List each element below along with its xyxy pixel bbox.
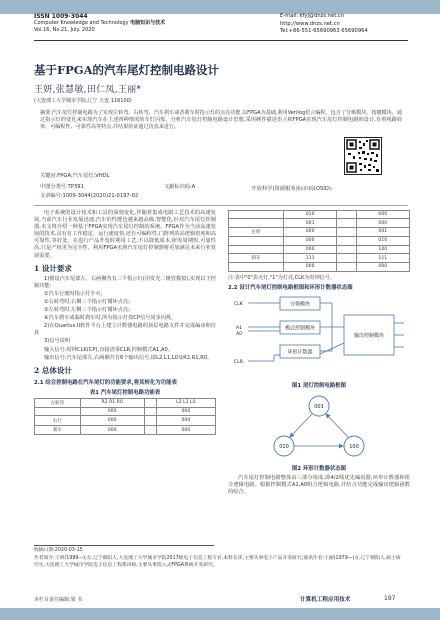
qr-code-graphic [345, 138, 381, 174]
journal-info [34, 13, 165, 34]
table-row [35, 408, 216, 416]
authors: 王妍,张慧敏,田仁凤,王丽* [34, 85, 142, 95]
author-bio: 作者简介:王妍(1999—),女,辽宁朝阳人,大连理工大学城市学院2017级电子信息工程专业,本科在读,主要从事电子产品开发研究;通讯作者:王丽(1979—)女,辽宁朝阳人,硕士研究生,大连理工大学城市学院电子信息工程系讲师,主要从事嵌入式FPGA系统开发研究。 [34, 556, 401, 568]
header-rule [34, 40, 408, 41]
website: http://www.dnzs.net.cn [280, 20, 340, 27]
journal-en: Computer Knowledge and Technology [34, 20, 129, 26]
table-row [229, 219, 410, 227]
table-row [229, 253, 410, 262]
table-cell: 111 [283, 253, 336, 262]
journal-cn: 电脑知识与技术 [130, 20, 166, 26]
table-header-cell: 左转弯 [35, 398, 81, 407]
section-name: 计算机工程应用技术 [300, 597, 351, 603]
table-cell [337, 253, 356, 262]
table-row [229, 245, 410, 253]
table-row [229, 227, 410, 236]
table-cell: 000 [156, 425, 215, 434]
oscid-label: 开放科学(资源服务)标识码(OSID): [251, 186, 333, 192]
table-cell: 000 [80, 425, 144, 434]
table-row [229, 237, 410, 245]
table-header-cell: R2 R1 R0 [80, 398, 144, 407]
table-cell: 刹车 [229, 253, 284, 262]
table-cell [337, 211, 356, 219]
table-row [35, 416, 216, 425]
table-cell: 000 [156, 416, 215, 425]
abstract: 摘要:汽车尾灯控制电路为了实现左转弯、右转弯、汽车刹车或者刹车时指示灯的点亮功能,以FPGA为基础,利用Verilog语言编程。包含了分频模块、按键模块、通过指示灯的变化来实现汽车在上述四种情况的车灯闪烁。分析汽车尾灯控制电路设计思想,采用硬件描述语言和FPGA实现汽车尾灯控制电路的设计,有着线路简单、可编程性、可靠性高等特点,并结果验证通过仿真来进行。 [40, 110, 402, 131]
paper-title: 基于FPGA的汽车尾灯控制电路设计 [34, 63, 220, 77]
table-cell [337, 219, 356, 227]
column-editor: 本栏目责任编辑:梁 书 [34, 597, 83, 603]
figure-2-state-diagram [228, 392, 410, 462]
footer-bar [0, 608, 440, 620]
table-cell [35, 408, 81, 416]
table-cell: 000 [156, 408, 215, 416]
table-cell: 100 [356, 245, 409, 253]
journal-header [0, 0, 440, 56]
table-row [229, 263, 410, 271]
table-cell: 000 [283, 237, 336, 245]
table-header-cell: L2 L1 L0 [156, 398, 215, 407]
section-separator [34, 205, 408, 206]
table-cell: 000 [356, 211, 409, 219]
table-cell: 000 [80, 408, 144, 416]
table-cell: 000 [283, 263, 336, 271]
table-row [35, 425, 216, 434]
table-cell: 010 [356, 237, 409, 245]
req-item: 2)在Quartus II软件平台上建立计数器电路的顶层电路文件并完成编译和仿真 [34, 323, 216, 337]
block-diagram-svg [228, 293, 410, 379]
qr-code [344, 137, 382, 175]
mode-control-label: 模式控制模块 [284, 325, 316, 332]
doc-code: 文献标识码:A [164, 184, 196, 190]
req-item: 输出信号:汽车尾部左,右两侧共有6个输出信号,即L2,L1,L0及R2,R1,R0。 [44, 354, 213, 361]
a1-label: A1 [236, 325, 243, 331]
state-label-100: 100 [349, 443, 359, 450]
table-cell: 000 [283, 245, 336, 253]
table-cell: 刹车 [35, 425, 81, 434]
table-cell [337, 227, 356, 236]
page-number: 197 [384, 595, 396, 602]
table-cell: 000 [356, 263, 409, 271]
a0-label: A0 [236, 331, 243, 337]
table-cell: 左转 [229, 227, 284, 236]
figure-1-block-diagram [228, 293, 410, 379]
output-control-label: 输出控制模块 [353, 332, 385, 339]
table-cell [337, 263, 356, 271]
table-cell: 000 [356, 219, 409, 227]
table-header-cell [144, 398, 156, 407]
req-item: ③左转弯时,左侧三个指示灯循环点亮; [44, 307, 130, 314]
figure-1-caption: 图1 尾灯控制电路框图 [291, 382, 347, 389]
table-row [229, 211, 410, 219]
section-heading-design: 2 总体设计 [34, 365, 72, 375]
req-item: ②右转弯时,右侧三个指示灯循环点亮; [44, 298, 130, 305]
volume: Vol.16, No.21, July. 2020 [34, 27, 95, 33]
email: E-mail: kfyj@dnzs.net.cn [280, 13, 345, 19]
req-item: ①汽车行驶时指示灯全灭; [44, 290, 103, 297]
table-cell [144, 408, 156, 416]
subsection-heading-2-1: 2.1 结合控制电路在汽车尾灯的功能要求,将其转化为功能表 [34, 379, 177, 386]
intro-paragraph: 电子系统的设计技术和工具的深刻变化,伴随着集成电路工艺技术的高速发展,当前汽车行业发展迅速,汽车的性能也越来越高级,智能化,针对汽车尾灯控制器,本文将介绍一种基于FPGA实现汽车尾灯控制的系统。FPGA作为当前高速发展的技术,具有有工作稳定、运行速度快,还有可编程性,门阵列的高逻辑密度和高可靠性,等好处。在进行产品开发时利用工艺,不以降低成本,研发周期短,可靠性高,只是产权更为完全性。利用FPGA实现汽车尾灯控制器将更加满足未来行业发展需要。 [34, 210, 216, 259]
table-cell [229, 211, 284, 219]
table-cell [229, 263, 284, 271]
req-item: 1)假设汽车尾部左、右两侧各有三个指示灯(用发光二极管模拟),实现以下控制功能: [34, 275, 216, 289]
clr-label: CLR [234, 359, 243, 365]
req-item: ④汽车刹车或临时刹车时,所有指示灯按CP信号同步闪烁。 [44, 315, 177, 322]
telephone: Tel:+86-551-65690963 65690964 [280, 28, 368, 34]
table-cell [229, 245, 284, 253]
body-paragraph: 汽车尾灯控制电路整体由三部分组成,即4/2线优先编码器,环形计数器和组合逻辑电路。根据控制模式A1,A0组合逻辑电路,并结合功能完成输出逻辑函数的综合。 [228, 474, 410, 495]
received-date: 收稿日期:2020-03-15 [34, 548, 83, 553]
function-table-part1 [34, 398, 216, 436]
table-cell: 001 [283, 219, 336, 227]
table-header-row [35, 398, 216, 407]
req-item: 输入信号:时钟CLK(CP),直接清零CLR,控制模式A1,A0。 [44, 346, 174, 353]
issn: ISSN 1009-3044 [34, 13, 88, 20]
table-cell [229, 219, 284, 227]
table-cell [144, 416, 156, 425]
req-item: 3)信号说明 [44, 338, 71, 345]
table-note: 注:表中"0"表灭灯,"1"为灯亮,CLK为时钟信号。 [228, 274, 335, 281]
footnote-rule [34, 545, 214, 546]
subsection-heading-2-2: 2.2 设计汽车尾灯控制电路框图和环形计数器状态图 [228, 284, 353, 291]
right-column [228, 210, 410, 497]
figure-2-caption: 图2 环形计数器状态图 [291, 465, 347, 472]
divider-module-label: 分频模块 [289, 301, 311, 308]
keywords: 关键词:FPGA;汽车尾灯;VHDL [40, 173, 110, 179]
table-cell [144, 425, 156, 434]
state-label-001: 001 [314, 403, 324, 410]
table-cell: 000 [283, 227, 336, 236]
clc-number: 中图分类号:TP391 [40, 184, 84, 190]
table-cell: 右行 [35, 416, 81, 425]
ring-counter-label: 环形计数器 [287, 349, 313, 356]
page-footer [0, 590, 440, 620]
table-cell: 001 [356, 227, 409, 236]
table-cell: 000 [80, 416, 144, 425]
table-cell [229, 237, 284, 245]
table-cell [337, 245, 356, 253]
state-diagram-svg [228, 392, 410, 462]
clk-label: CLK [234, 301, 243, 307]
section-heading-requirements: 1 设计要求 [34, 263, 72, 273]
table-cell: 010 [283, 211, 336, 219]
header-bar [0, 0, 440, 14]
state-label-010: 010 [279, 443, 289, 450]
article-id: 文章编号:1009-3044(2020)21-0197-02 [40, 193, 139, 199]
affiliation: (大连理工大学城市学院,辽宁 大连 116100) [34, 98, 132, 104]
table-cell [337, 237, 356, 245]
table-caption: 表1 汽车尾灯控制电路功能表 [89, 389, 161, 396]
left-column [34, 210, 216, 435]
contact-info [280, 13, 368, 36]
table-cell: 111 [356, 253, 409, 262]
function-table-part2 [228, 210, 410, 272]
